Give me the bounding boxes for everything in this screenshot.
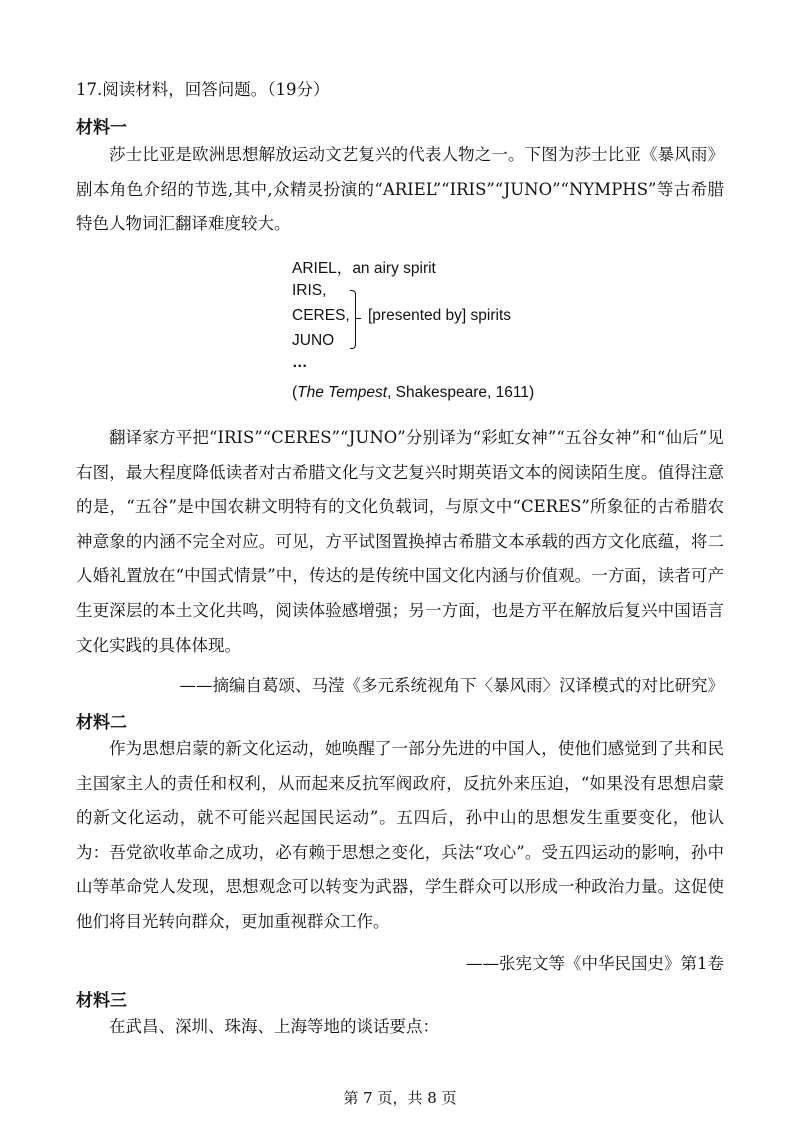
figure-name-ceres: CERES,: [292, 307, 350, 324]
material3-heading: 材料三: [76, 991, 127, 1011]
figure-ariel-desc: an airy spirit: [352, 260, 436, 277]
material1-paragraph2: 翻译家方平把“IRIS”“CERES”“JUNO”分别译为“彩虹女神”“五谷女神”和“仙后”见右图，最大程度降低读者对古希腊文化与文艺复兴时期英语文本的阅读陌生度。值得注意的是，“五谷”是中国农耕文明特有的文化负载词，与原文中“CERES”所象征的古希腊农神意象的内涵不完全对应。可见，方平试图置换掉古希腊文本承载的西方文化底蕴，将二人婚礼置放在“中国式情景”中，传达的是传统中国文化内涵与价值观。一方面，读者可产生更深层的本土文化共鸣，阅读体验感增强；另一方面，也是方平在解放后复兴中国语言文化实践的具体体现。: [76, 428, 724, 655]
tempest-cast-figure: [292, 256, 552, 406]
question-title: 17.阅读材料，回答问题。（19分）: [76, 80, 330, 99]
figure-name-iris: IRIS,: [292, 282, 327, 299]
material1-paragraph1: 莎士比亚是欧洲思想解放运动文艺复兴的代表人物之一。下图为莎士比亚《暴风雨》剧本角色介绍的节选,其中,众精灵扮演的“ARIEL”“IRIS”“JUNO”“NYMPHS”等古希腊特色人物词汇翻译难度较大。: [76, 145, 724, 234]
material2-paragraph: 作为思想启蒙的新文化运动，她唤醒了一部分先进的中国人，使他们感觉到了共和民主国家主人的责任和权利，从而起来反抗军阀政府，反抗外来压迫，“如果没有思想启蒙的新文化运动，就不可能兴起国民运动”。五四后，孙中山的思想发生重要变化，他认为：吾党欲收革命之成功，必有赖于思想之变化，兵法“攻心”。受五四运动的影响，孙中山等革命党人发现，思想观念可以转变为武器，学生群众可以形成一种政治力量。这促使他们将目光转向群众，更加重视群众工作。: [76, 739, 724, 931]
figure-brace-label: [presented by] spirits: [368, 307, 512, 324]
figure-name-juno: JUNO: [292, 332, 335, 349]
figure-ariel-name: ARIEL，: [292, 260, 353, 277]
figure-brace-tick: [356, 318, 361, 319]
figure-citation-title: The Tempest: [297, 384, 388, 401]
figure-citation: (The Tempest, Shakespeare, 1611): [292, 384, 535, 401]
material1-heading: 材料一: [76, 118, 127, 138]
page-number-footer: 第 7 页，共 8 页: [343, 1089, 457, 1107]
figure-ellipsis: …: [292, 354, 308, 371]
material3-paragraph: 在武昌、深圳、珠海、上海等地的谈话要点：: [109, 1017, 439, 1036]
figure-brace: [350, 290, 356, 349]
material2-source: ——张宪文等《中华民国史》第1卷: [466, 954, 724, 973]
material1-source: ——摘编自葛颂、马滢《多元系统视角下〈暴风雨〉汉译模式的对比研究》: [179, 676, 724, 695]
material2-heading: 材料二: [76, 713, 127, 733]
